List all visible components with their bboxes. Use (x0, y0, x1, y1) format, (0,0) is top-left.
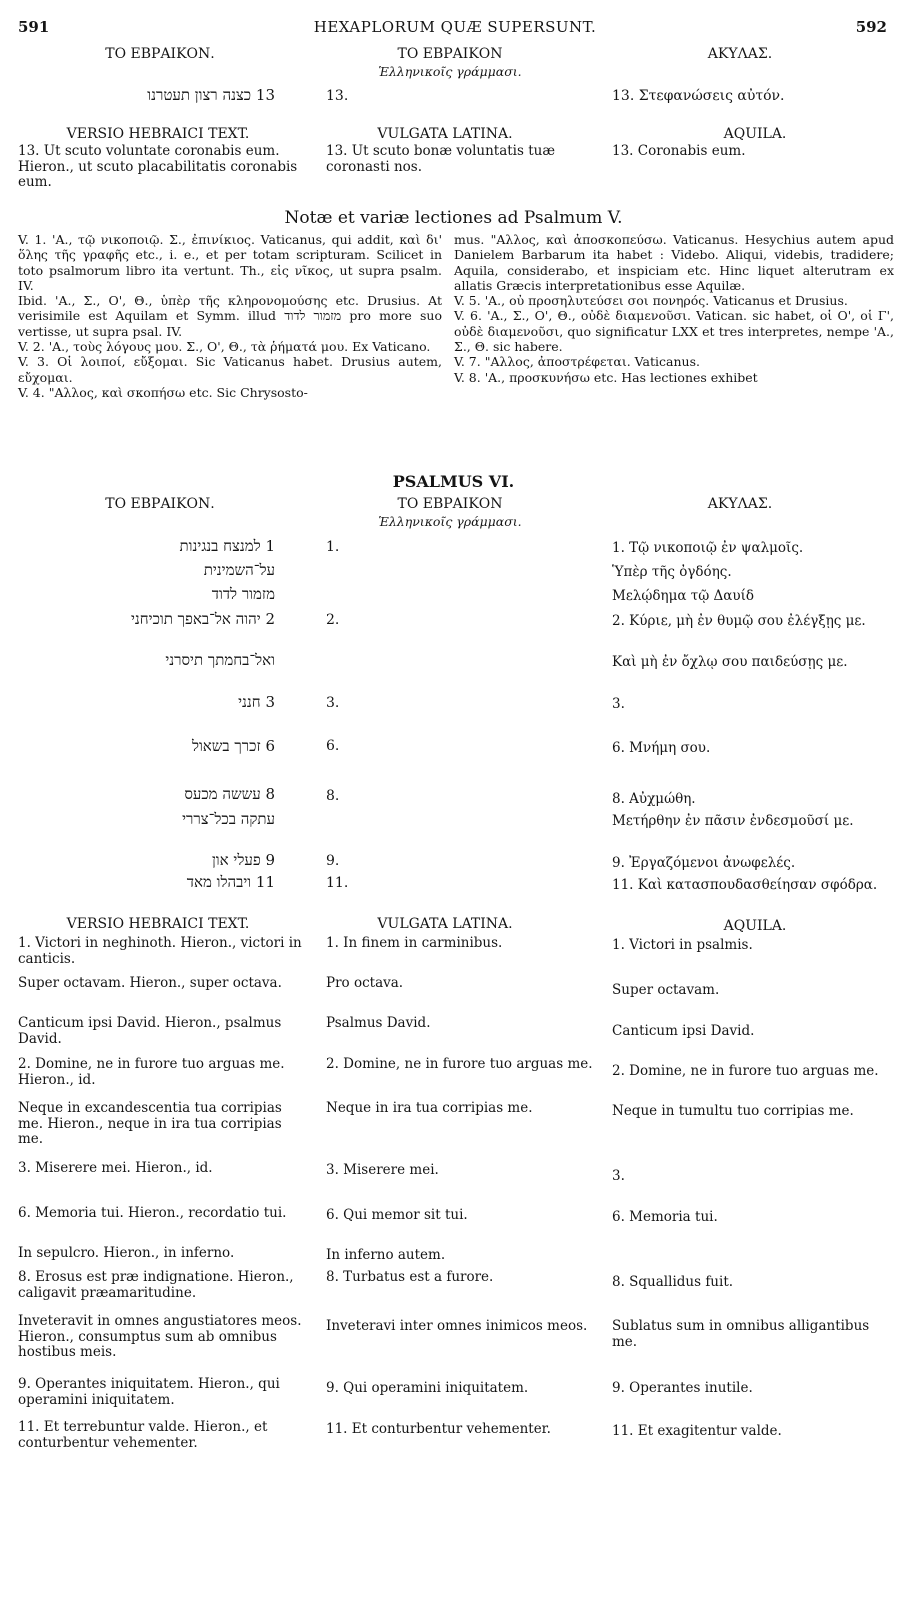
lat-head-vulgate: VULGATA LATINA. (377, 916, 513, 932)
translit-line: 3. (326, 695, 340, 711)
latin-vulgate-text: Inveteravi inter omnes inimicos meos. (326, 1318, 588, 1334)
latin-hebrew-text: 6. Memoria tui. Hieron., recordatio tui. (18, 1205, 287, 1221)
latin-vulgate-text: Neque in ira tua corripias me. (326, 1100, 533, 1116)
translit-line: 13. (326, 88, 349, 104)
latin-aquila-text: 8. Squallidus fuit. (612, 1274, 734, 1290)
aquila-line: 9. Ἐργαζόμενοι ἀνωφελές. (612, 855, 796, 871)
latin-hebrew-text: Canticum ipsi David. Hieron., psalmus David. (18, 1015, 282, 1047)
col-head-translit: ΤΟ ΕΒΡΑΙΚΟΝ (397, 46, 503, 62)
lat-head-hebrew: VERSIO HEBRAICI TEXT. (66, 126, 250, 142)
hebrew-line: על־השמינית (203, 561, 275, 579)
hebrew-line: 11 ויבהלו מאד (186, 873, 275, 891)
aquila-line: Μελῴδημα τῷ Δαυίδ (612, 588, 755, 604)
latin-aquila-text: Neque in tumultu tuo corripias me. (612, 1103, 854, 1119)
translit-line: 9. (326, 853, 340, 869)
col-head-translit: ΤΟ ΕΒΡΑΙΚΟΝ (397, 496, 503, 512)
latin-hebrew-text: Inveteravit in omnes angustiatores meos. Hieron., consumptus sum ab omnibus hostibus meis. (18, 1313, 302, 1360)
hebrew-line: מזמור לדוד (211, 585, 275, 603)
aquila-line: 13. Στεφανώσεις αὐτόν. (612, 88, 785, 104)
col-sub-translit: Ἑλληνικοῖς γράμμασι. (378, 64, 522, 79)
hebrew-line: 2 יהוה אל־באפך תוכיחני (130, 610, 275, 628)
col-head-hebrew: ΤΟ ΕΒΡΑΙΚΟΝ. (105, 46, 215, 62)
aquila-line: 1. Τῷ νικοποιῷ ἐν ψαλμοῖς. (612, 540, 804, 556)
latin-vulgate-text: 11. Et conturbentur vehementer. (326, 1421, 551, 1437)
note-paragraph: V. 1. 'Α., τῷ νικοποιῷ. Σ., ἐπινίκιος. Vaticanus, qui addit, καὶ δι' ὅλης τῆς γραφῆς etc., i. e., et per totam scripturam. Scilicet in toto psalmorum libro ita vertunt. Th., εἰς νῖκος, ut supra psalm. IV. (18, 232, 442, 293)
latin-vulgate-text: Pro octava. (326, 975, 404, 991)
latin-aquila-text: 1. Victori in psalmis. (612, 937, 753, 953)
translit-line: 11. (326, 875, 349, 891)
aquila-line: 2. Κύριε, μὴ ἐν θυμῷ σου ἐλέγξῃς με. (612, 613, 866, 629)
latin-aquila-text: 11. Et exagitentur valde. (612, 1423, 782, 1439)
col-head-aquila: ΑΚΥΛΑΣ. (707, 46, 773, 62)
page-number-right: 592 (855, 18, 887, 36)
latin-hebrew-text: 8. Erosus est præ indignatione. Hieron., caligavit præamaritudine. (18, 1269, 294, 1301)
note-paragraph: V. 4. "Αλλος, καὶ σκοπήσω etc. Sic Chrysosto- (18, 384, 308, 400)
latin-vulgate-text: 6. Qui memor sit tui. (326, 1207, 468, 1223)
latin-hebrew-text: 11. Et terrebuntur valde. Hieron., et conturbentur vehementer. (18, 1419, 268, 1451)
hebrew-line: 13 כצנה רצון תעטרנו (147, 86, 275, 104)
latin-vulgate-text: In inferno autem. (326, 1247, 446, 1263)
latin-hebrew-text: 13. Ut scuto voluntate coronabis eum. Hieron., ut scuto placabilitatis coronabis eum. (18, 143, 298, 190)
latin-hebrew-text: 9. Operantes iniquitatem. Hieron., qui operamini iniquitatem. (18, 1376, 280, 1408)
latin-vulgate-text: Psalmus David. (326, 1015, 431, 1031)
aquila-line: Καὶ μὴ ἐν ὄχλῳ σου παιδεύσῃς με. (612, 654, 848, 670)
note-paragraph: V. 8. 'Α., προσκυνήσω etc. Has lectiones exhibet (454, 369, 758, 385)
notes-left-column (18, 232, 442, 400)
running-title: HEXAPLORUM QUÆ SUPERSUNT. (313, 18, 597, 36)
latin-aquila-text: 3. (612, 1168, 625, 1184)
aquila-line: 8. Αὐχμώθη. (612, 791, 696, 807)
note-paragraph: V. 5. 'Α., οὐ προσηλυτεύσει σοι πονηρός. Vaticanus et Drusius. (454, 293, 848, 309)
hebrew-line: 8 עששה מכעס (184, 785, 275, 803)
translit-line: 6. (326, 738, 340, 754)
note-paragraph: V. 7. "Αλλος, ἀποστρέφεται. Vaticanus. (454, 354, 700, 370)
latin-hebrew-text: Neque in excandescentia tua corripias me. Hieron., neque in ira tua corripias me. (18, 1100, 282, 1147)
translit-line: 8. (326, 788, 340, 804)
hebrew-line: 6 זכרך בשאול (191, 737, 275, 755)
col-head-hebrew: ΤΟ ΕΒΡΑΙΚΟΝ. (105, 496, 215, 512)
latin-vulgate-text: 8. Turbatus est a furore. (326, 1269, 494, 1285)
aquila-line: 3. (612, 696, 625, 712)
psalm-title: PSALMUS VI. (392, 472, 515, 491)
hebrew-line: עתקה בכל־צררי (182, 810, 275, 828)
latin-vulgate-text: 1. In finem in carminibus. (326, 935, 503, 951)
hebrew-line: ואל־בחמתך תיסרני (165, 651, 275, 669)
latin-aquila-text: 6. Memoria tui. (612, 1209, 718, 1225)
latin-aquila-text: 9. Operantes inutile. (612, 1380, 753, 1396)
note-paragraph: V. 6. 'Α., Σ., Ο', Θ., οὐδὲ διαμενοῦσι. Vatican. sic habet, οἱ Ο', οἱ Γ', οὐδὲ διαμενοῦσι, quo significatur LXX et tres interpretes, nempe 'Α., Σ., Θ. sic habere. (454, 308, 894, 355)
translit-line: 2. (326, 612, 340, 628)
note-paragraph: Ibid. 'Α., Σ., Ο', Θ., ὑπὲρ τῆς κληρονομούσης etc. Drusius. At verisimile est Aquilam et Symm. illud מזמור לדוד pro more suo vertisse, ut supra psal. IV. (18, 293, 443, 339)
col-sub-translit: Ἑλληνικοῖς γράμμασι. (378, 514, 522, 529)
aquila-line: Μετήρθην ἐν πᾶσιν ἐνδεσμοῦσί με. (612, 813, 854, 829)
latin-vulgate-text: 9. Qui operamini iniquitatem. (326, 1380, 529, 1396)
aquila-line: 6. Μνήμη σου. (612, 740, 711, 756)
aquila-line: 11. Καὶ κατασπουδασθείησαν σφόδρα. (612, 877, 878, 893)
lat-head-hebrew: VERSIO HEBRAICI TEXT. (66, 916, 250, 932)
latin-aquila-text: Sublatus sum in omnibus alligantibus me. (612, 1318, 870, 1350)
translit-line: 1. (326, 539, 340, 555)
aquila-line: Ὑπὲρ τῆς ὀγδόης. (612, 564, 732, 580)
note-paragraph: mus. "Αλλος, καὶ ἀποσκοπεύσω. Vaticanus. Hesychius autem apud Danielem Barbarum ita habet : Videbo. Aliqui, videbis, tradidere; Aquila, considerabo, et inspiciam etc. Hinc liquet alterutram ex allatis Græcis interpretationibus esse Aquilæ. (454, 232, 894, 293)
hebrew-line: 1 למנצח בנגינות (179, 537, 275, 555)
latin-vulgate-text: 2. Domine, ne in furore tuo arguas me. (326, 1056, 593, 1072)
lat-head-aquila: AQUILA. (723, 918, 787, 934)
hebrew-line: 3 חנני (238, 693, 275, 711)
note-paragraph: V. 3. Οἱ λοιποί, εὔξομαι. Sic Vaticanus habet. Drusius autem, εὔχομαι. (18, 354, 442, 385)
lat-head-aquila: AQUILA. (723, 126, 787, 142)
latin-aquila-text: 13. Coronabis eum. (612, 143, 746, 159)
latin-aquila-text: 2. Domine, ne in furore tuo arguas me. (612, 1063, 879, 1079)
latin-aquila-text: Canticum ipsi David. (612, 1023, 755, 1039)
notes-title: Notæ et variæ lectiones ad Psalmum V. (284, 208, 623, 228)
latin-hebrew-text: In sepulcro. Hieron., in inferno. (18, 1245, 235, 1261)
notes-right-column (454, 232, 894, 385)
latin-hebrew-text: 3. Miserere mei. Hieron., id. (18, 1160, 213, 1176)
page-number-left: 591 (18, 18, 50, 36)
latin-hebrew-text: 2. Domine, ne in furore tuo arguas me. Hieron., id. (18, 1056, 285, 1088)
latin-aquila-text: Super octavam. (612, 982, 720, 998)
lat-head-vulgate: VULGATA LATINA. (377, 126, 513, 142)
hebrew-line: 9 פעלי און (211, 851, 275, 869)
latin-hebrew-text: Super octavam. Hieron., super octava. (18, 975, 282, 991)
latin-hebrew-text: 1. Victori in neghinoth. Hieron., victori in canticis. (18, 935, 302, 967)
latin-vulgate-text: 13. Ut scuto bonæ voluntatis tuæ coronasti nos. (326, 143, 556, 175)
note-paragraph: V. 2. 'Α., τοὺς λόγους μου. Σ., Ο', Θ., τὰ ῥήματά μου. Ex Vaticano. (18, 339, 431, 355)
latin-vulgate-text: 3. Miserere mei. (326, 1162, 439, 1178)
col-head-aquila: ΑΚΥΛΑΣ. (707, 496, 773, 512)
